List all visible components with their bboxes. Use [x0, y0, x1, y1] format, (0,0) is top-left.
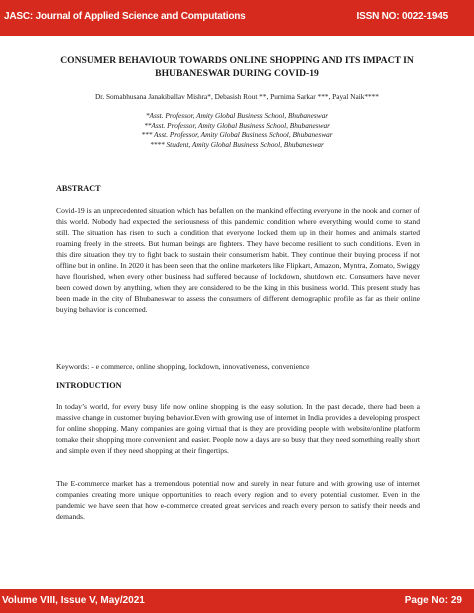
issn-number: ISSN NO: 0022-1945	[356, 11, 448, 22]
abstract-heading: ABSTRACT	[56, 184, 101, 193]
journal-footer-bar	[0, 589, 474, 613]
affiliation-item: **** Student, Amity Global Business School, Bhubaneswar	[150, 139, 324, 149]
introduction-paragraph-2: The E-commerce market has a tremendous potential now and surely in near future and with growing use of internet companies creating more unique opportunities to reach every region and to every potential customer. Even in the pandemic we have seen that how e-commerce created great services and reach every person to satisfy their needs and demands.	[56, 479, 420, 521]
introduction-heading: INTRODUCTION	[56, 381, 122, 390]
affiliation-item: *Asst. Professor, Amity Global Business School, Bhubaneswar	[145, 111, 329, 120]
affiliation-list	[40, 111, 434, 149]
page-number: Page No: 29	[404, 595, 462, 606]
journal-name: JASC: Journal of Applied Science and Computations	[4, 11, 246, 22]
abstract-text: Covid-19 is an unprecedented situation which has befallen on the mankind effecting everyone in the nook and corner of this world. Nobody had expected the seriousness of this pandemic condition where everything would come to stand still. The situation has risen to such a condition that everyone locked them up in their homes and animals started roaming freely in the streets. But human beings are fighters. They have become resilient to such conditions. Even in this dire situation they try to fight back to sustain their consumerism habit. They continue their buying process if not offline but in online. In 2020 it has been seen that the online marketers like Flipkart, Amazon, Myntra, Zomato, Swiggy have flourished, when every other business had suffered because of lockdown, shutdown etc. Consumers have never been cowed down by anything, when they are considered to be the king in this business world. This present study has been made in the city of Bhubaneswar to assess the consumers of different demographic profile as far as their online buying behavior is concerned.	[56, 206, 420, 314]
affiliation-item: **Asst. Professor, Amity Global Business School, Bhubaneswar	[144, 120, 330, 130]
keywords-text: Keywords: - e commerce, online shopping, lockdown, innovativeness, convenience	[56, 362, 310, 371]
author-list: Dr. Somabhusana Janakiballav Mishra*, Debasish Rout **, Purnima Sarkar ***, Payal Naik****	[95, 92, 379, 101]
paper-title: CONSUMER BEHAVIOUR TOWARDS ONLINE SHOPPING AND ITS IMPACT IN BHUBANESWAR DURING COVID-19	[60, 55, 414, 79]
journal-header-bar	[0, 0, 474, 36]
introduction-paragraph-1: In today’s world, for every busy life now online shopping is the easy solution. In the past decade, there had been a massive change in customer buying behavior.Even with growing use of internet in India provides a developing prospect for online shopping. Many companies are going virtual that is they are providing people with website/online platform tomake their shopping more convenient and easier. People now a days are so busy that they need something really short and simple even if they need shopping at their fingertips.	[56, 402, 420, 455]
affiliation-item: *** Asst. Professor, Amity Global Business School, Bhubaneswar	[141, 130, 333, 140]
volume-issue: Volume VIII, Issue V, May/2021	[2, 595, 145, 606]
